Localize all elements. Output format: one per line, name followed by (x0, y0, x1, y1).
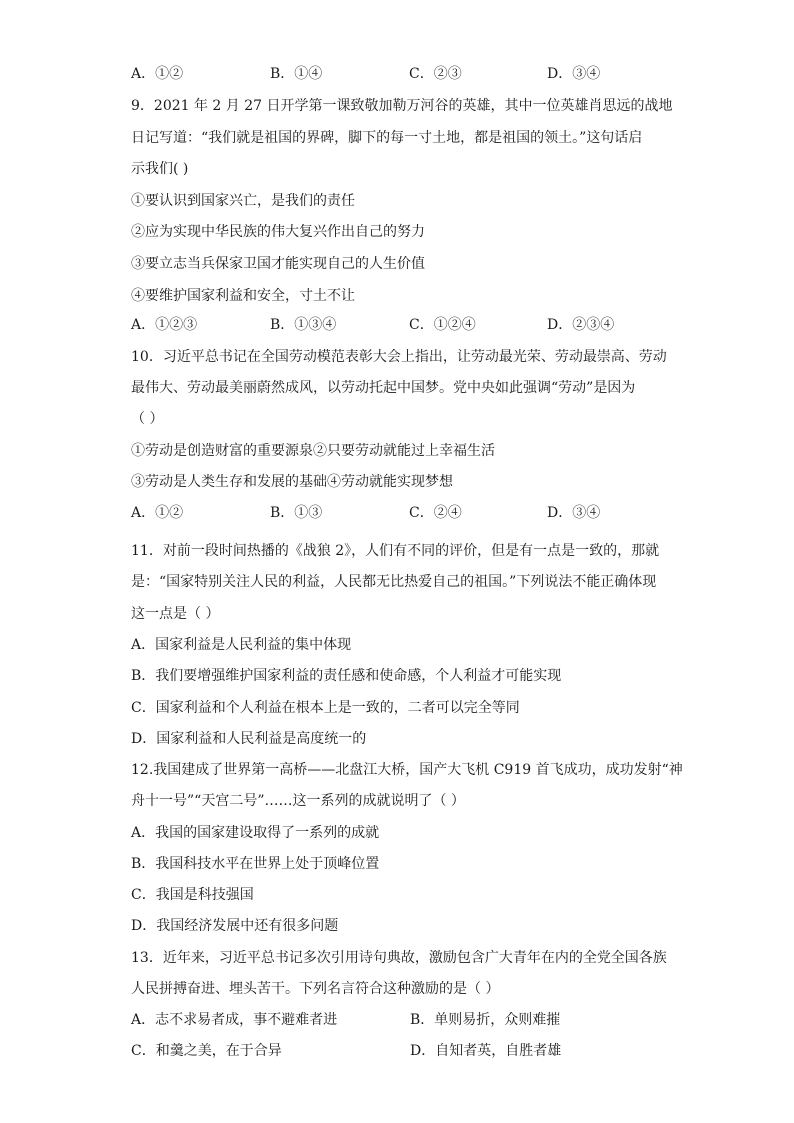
q11-stem-line-1: 11．对前一段时间热播的《战狼 2》，人们有不同的评价，但是有一点是一致的，那就 (131, 543, 660, 559)
q12-stem-line-1: 12.我国建成了世界第一高桥——北盘江大桥，国产大飞机 C919 首飞成功，成功发射“神 (131, 762, 683, 778)
q12-option-d[interactable]: D．我国经济发展中还有很多问题 (131, 918, 339, 934)
q13-options-row-1 (131, 1010, 671, 1030)
q10-stem-line-1: 10．习近平总书记在全国劳动模范表彰大会上指出，让劳动最光荣、劳动最崇高、劳动 (131, 349, 667, 365)
q9-statement-2: ②应为实现中华民族的伟大复兴作出自己的努力 (131, 224, 425, 240)
q8-option-c[interactable]: C．②③ (409, 66, 462, 82)
q11-option-a[interactable]: A．国家利益是人民利益的集中体现 (131, 637, 352, 653)
q13-option-b[interactable]: B．单则易折，众则难摧 (410, 1012, 561, 1028)
q13-stem-line-2: 人民拼搏奋进、埋头苦干。下列名言符合这种激励的是（ ） (131, 981, 500, 997)
q13-option-a[interactable]: A．志不求易者成，事不避难者进 (131, 1012, 338, 1028)
q11-option-b[interactable]: B．我们要增强维护国家利益的责任感和使命感，个人利益才可能实现 (131, 668, 562, 684)
q8-option-b[interactable]: B．①④ (270, 66, 323, 82)
q9-stem-line-1: 9．2021 年 2 月 27 日开学第一课致敬加勒万河谷的英雄，其中一位英雄肖思远的战地 (131, 98, 673, 114)
q10-statement-1: ①劳动是创造财富的重要源泉②只要劳动就能过上幸福生活 (131, 443, 495, 459)
q10-option-b[interactable]: B．①③ (270, 505, 323, 521)
q9-option-d[interactable]: D．②③④ (547, 317, 615, 333)
q10-option-c[interactable]: C．②④ (409, 505, 462, 521)
q12-option-a[interactable]: A．我国的国家建设取得了一系列的成就 (131, 825, 380, 841)
q9-statement-3: ③要立志当兵保家卫国才能实现自己的人生价值 (131, 256, 425, 272)
q12-stem-line-2: 舟十一号”“天宫二号”……这一系列的成就说明了（ ） (131, 793, 465, 809)
q9-option-a[interactable]: A．①②③ (131, 317, 198, 333)
q10-option-a[interactable]: A．①② (131, 505, 184, 521)
q10-stem-line-3: （ ） (131, 411, 164, 427)
q13-option-d[interactable]: D．自知者英，自胜者雄 (410, 1043, 562, 1059)
q11-stem-line-3: 这一点是（ ） (131, 606, 220, 622)
q10-statement-2: ③劳动是人类生存和发展的基础④劳动就能实现梦想 (131, 474, 453, 490)
q9-statement-1: ①要认识到国家兴亡，是我们的责任 (131, 193, 355, 209)
q10-stem-line-2: 最伟大、劳动最美丽蔚然成风，以劳动托起中国梦。党中央如此强调“劳动”是因为 (131, 380, 636, 396)
q11-option-d[interactable]: D．国家利益和人民利益是高度统一的 (131, 731, 367, 747)
q8-options (131, 64, 671, 84)
q13-option-c[interactable]: C．和羹之美，在于合异 (131, 1043, 282, 1059)
q10-option-d[interactable]: D．③④ (547, 505, 601, 521)
q12-option-b[interactable]: B．我国科技水平在世界上处于顶峰位置 (131, 856, 380, 872)
q9-option-b[interactable]: B．①③④ (270, 317, 337, 333)
q13-options-row-2 (131, 1041, 671, 1061)
q11-option-c[interactable]: C．国家利益和个人利益在根本上是一致的，二者可以完全等同 (131, 700, 520, 716)
q9-statement-4: ④要维护国家利益和安全，寸土不让 (131, 288, 355, 304)
q9-stem-line-3: 示我们( ) (131, 161, 189, 177)
q12-option-c[interactable]: C．我国是科技强国 (131, 887, 254, 903)
q11-stem-line-2: 是：“国家特别关注人民的利益，人民都无比热爱自己的祖国。”下列说法不能正确体现 (131, 574, 657, 590)
q9-options (131, 315, 671, 335)
q13-stem-line-1: 13．近年来，习近平总书记多次引用诗句典故，激励包含广大青年在内的全党全国各族 (131, 950, 667, 966)
q9-stem-line-2: 日记写道：“我们就是祖国的界碑，脚下的每一寸土地，都是祖国的领土。”这句话启 (131, 130, 643, 146)
q9-option-c[interactable]: C．①②④ (409, 317, 476, 333)
q8-option-d[interactable]: D．③④ (547, 66, 601, 82)
q10-options (131, 503, 671, 523)
q8-option-a[interactable]: A．①② (131, 66, 184, 82)
